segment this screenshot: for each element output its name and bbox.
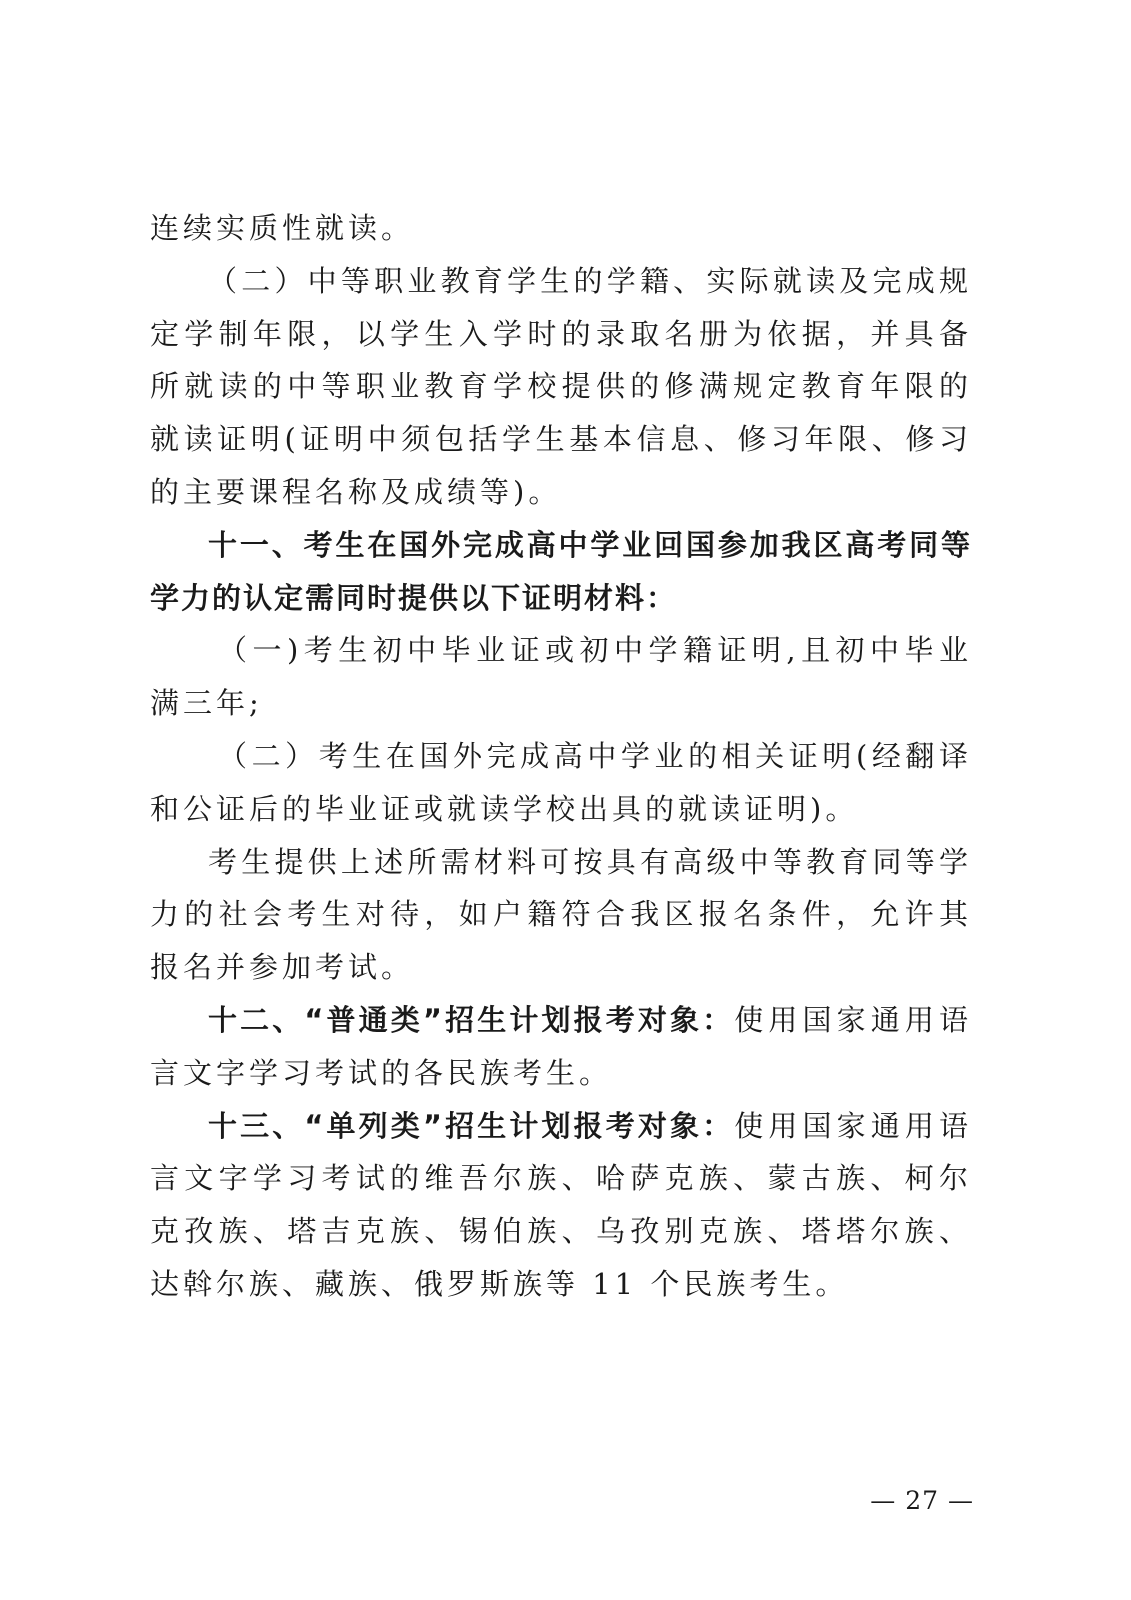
paragraph-section-twelve (150, 994, 972, 1100)
section-thirteen-text: 使用国家通用语言文字学习考试的维吾尔族、哈萨克族、蒙古族、柯尔克孜族、塔吉克族、锡伯族、乌孜别克族、塔塔尔族、达斡尔族、藏族、俄罗斯族等 11 个民族考生。 (150, 1108, 972, 1301)
paragraph-section-thirteen (150, 1100, 972, 1311)
paragraph-continuation: 连续实质性就读。 (150, 211, 415, 245)
paragraph-item-two: （二）考生在国外完成高中学业的相关证明(经翻译和公证后的毕业证或就读学校出具的就读证明)。 (150, 738, 972, 826)
paragraph-social-candidates: 考生提供上述所需材料可按具有高级中等教育同等学力的社会考生对待，如户籍符合我区报名条件，允许其报名并参加考试。 (150, 844, 972, 985)
section-heading-twelve: 十二、“普通类”招生计划报考对象： (208, 1002, 735, 1037)
document-body (150, 202, 972, 1311)
paragraph-item-one: （一)考生初中毕业证或初中学籍证明,且初中毕业满三年; (150, 633, 972, 721)
section-heading-eleven: 十一、考生在国外完成高中学业回国参加我区高考同等学力的认定需同时提供以下证明材料： (150, 527, 972, 615)
section-heading-thirteen: 十三、“单列类”招生计划报考对象： (208, 1108, 735, 1143)
section-twelve-text: 使用国家通用语言文字学习考试的各民族考生。 (150, 1002, 972, 1090)
page-number: — 27 — (870, 1486, 974, 1515)
paragraph-vocational-students: （二）中等职业教育学生的学籍、实际就读及完成规定学制年限，以学生入学时的录取名册为依据，并具备所就读的中等职业教育学校提供的修满规定教育年限的就读证明(证明中须包括学生基本信息、修习年限、修习的主要课程名称及成绩等)。 (150, 263, 972, 509)
